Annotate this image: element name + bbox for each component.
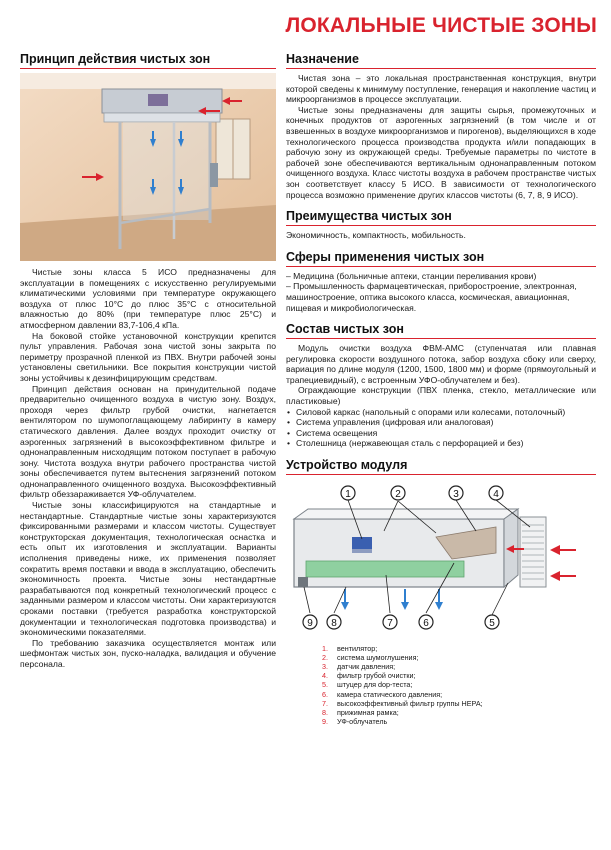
purpose-paragraph: Чистые зоны предназначены для защиты сырья, промежуточных и конечных продуктов от аэрогенных загрязнений (в том числе и от взвешенных в воздухе микроорганизмов и пирогенов), выделяющихся в ходе технологического процесса производства продукта и/или попадающих в рабочую зону из окружающей среды. Требуемые параметры по чистоте в рабочей зоне обеспечиваются вертикальным однонаправленным потоком очищенного воздуха. Класс чистоты воздуха в рабочем пространстве чистых зон соответствует классу 5 ИСО. В зависимости от технологического процесса возможно применение других классов чистоты (6, 7, 8, 9 ИСО). xyxy=(286,104,596,200)
list-item: • Система освещения xyxy=(296,428,596,439)
principle-paragraph: Чистые зоны класса 5 ИСО предназначены для эксплуатации в помещениях с искусственно регулируемыми климатическими условиями при температуре окружающего воздуха от плюс 10°С до плюс 35°С с относительной влажностью до 80% (при температуре плюс 25°С) и атмосферном давлении 83,7-106,4 кПа. xyxy=(20,267,276,330)
callout-label: 5 xyxy=(489,618,495,630)
legend-item: 6. камера статического давления; xyxy=(322,689,443,699)
right-column xyxy=(286,52,596,726)
legend-item: 8. прижимная рамка; xyxy=(322,707,399,717)
applications-section xyxy=(286,250,596,313)
callout-label: 8 xyxy=(331,618,337,630)
clean-zone-photo xyxy=(20,73,276,261)
list-item: – Промышленность фармацевтическая, приборостроение, электронная, машиностроение, оптика высокого класса, космическая, авиационная, пищевая и микробиологическая. xyxy=(286,281,577,313)
list-item: – Медицина (больничные аптеки, станции переливания крови) xyxy=(286,270,537,281)
principle-paragraph: Чистые зоны классифицируются на стандартные и нестандартные. Стандартные чистые зоны характеризуются фиксированными размерами и классом чистоты. Существует конструкторская документация, технологическая оснастка и есть опыт их изготовления и эксплуатации. Варианты исполнения приведены ниже, их применения позволяет сократить время поставки и ввода в эксплуатацию, обеспечить экономичность проекта. Чистые зоны нестандартные разрабатываются под конкретный технологический процесс с заданными размером и классом чистоты. Они характеризуются сроками поставки (требуется разработка конструкторской документации и технологическая подготовка производства) и экономическими показателями. xyxy=(20,500,276,638)
callout-label: 3 xyxy=(453,489,459,501)
legend-item: 2. система шумоглушения; xyxy=(322,653,419,663)
callout-label: 4 xyxy=(493,489,499,501)
legend-item: 3. датчик давления; xyxy=(322,662,396,672)
list-item: • Столешница (нержавеющая сталь с перфорацией и без) xyxy=(296,438,596,449)
legend-item: 9. УФ-облучатель xyxy=(322,716,388,726)
callout-label: 7 xyxy=(387,618,393,630)
advantages-section xyxy=(286,209,596,241)
list-item: • Силовой каркас (напольный с опорами или колесами, потолочный) xyxy=(296,407,596,418)
device-heading: Устройство модуля xyxy=(286,458,596,475)
applications-heading: Сферы применения чистых зон xyxy=(286,250,596,267)
device-section xyxy=(286,458,596,726)
composition-paragraph: Модуль очистки воздуха ФВМ-АМС (ступенчатая или плавная регулировка скорости воздушного потока, забор воздуха сбоку или сверху, вариация по длине модуля (1200, 1500, 1800 мм) и форме (прямоугольный и трапециевидный), с встроенным УФО-облучателем и без). xyxy=(286,343,596,385)
purpose-paragraph: Чистая зона – это локальная пространственная конструкция, внутри которой сведены к минимуму поступление, генерация и накопление частиц и микроорганизмов в процессе эксплуатации. xyxy=(286,73,596,105)
page-title: ЛОКАЛЬНЫЕ ЧИСТЫЕ ЗОНЫ xyxy=(285,14,597,37)
legend-item: 1. вентилятор; xyxy=(322,644,378,654)
purpose-heading: Назначение xyxy=(286,52,596,69)
principle-paragraph: Принцип действия основан на принудительной подаче предварительно очищенного воздуха в чистую зону. Воздух, проходя через фильтр грубой очистки, нагнетается вентилятором по шумопоглащающему лабиринту в камеру статического давления. Далее воздух проходит очистку от аэрогенных загрязнений в высокоэффективном фильтре и однонаправленным нисходящим потоком поступает в рабочую зону. Чистота воздуха внутри рабочего пространства чистой зоны обеспечивается путем вытеснения загрязнений потоком однонаправленного очищенного воздуха. Высокоэффективный фильтр обеззараживается УФ-облучателем. xyxy=(20,383,276,500)
list-item: • Система управления (цифровая или аналоговая) xyxy=(296,417,596,428)
principle-paragraph: По требованию заказчика осуществляется монтаж или шефмонтаж чистых зон, пуско-наладка, валидация и обучение персонала. xyxy=(20,637,276,669)
principle-text xyxy=(20,267,276,670)
composition-heading: Состав чистых зон xyxy=(286,322,596,339)
advantages-heading: Преимущества чистых зон xyxy=(286,209,596,226)
composition-section xyxy=(286,322,596,449)
callout-label: 2 xyxy=(395,489,401,501)
advantages-text: Экономичность, компактность, мобильность. xyxy=(286,230,466,241)
composition-paragraph: Ограждающие конструкции (ПВХ пленка, стекло, металлические или пластиковые) xyxy=(286,385,596,407)
legend-item: 7. высокоэффективный фильтр группы НЕРА; xyxy=(322,698,483,708)
module-diagram xyxy=(286,479,586,639)
callout-label: 9 xyxy=(307,618,313,630)
legend-item: 5. штуцер для dop-теста; xyxy=(322,680,413,690)
principle-heading: Принцип действия чистых зон xyxy=(20,52,276,69)
callout-label: 1 xyxy=(345,489,351,501)
legend-item: 4. фильтр грубой очистки; xyxy=(322,671,416,681)
callout-label: 6 xyxy=(423,618,429,630)
purpose-section xyxy=(286,52,596,200)
module-legend xyxy=(314,644,596,726)
principle-paragraph: На боковой стойке установочной конструкции крепится пульт управления. Рабочая зона чистой зоны закрыта по периметру прозрачной пленкой из ПВХ. Внутри рабочей зоны установлены светильники. Все покрытия конструкции чистой зоны устойчивы к дезинфицирующим средствам. xyxy=(20,330,276,383)
left-column xyxy=(20,52,276,670)
